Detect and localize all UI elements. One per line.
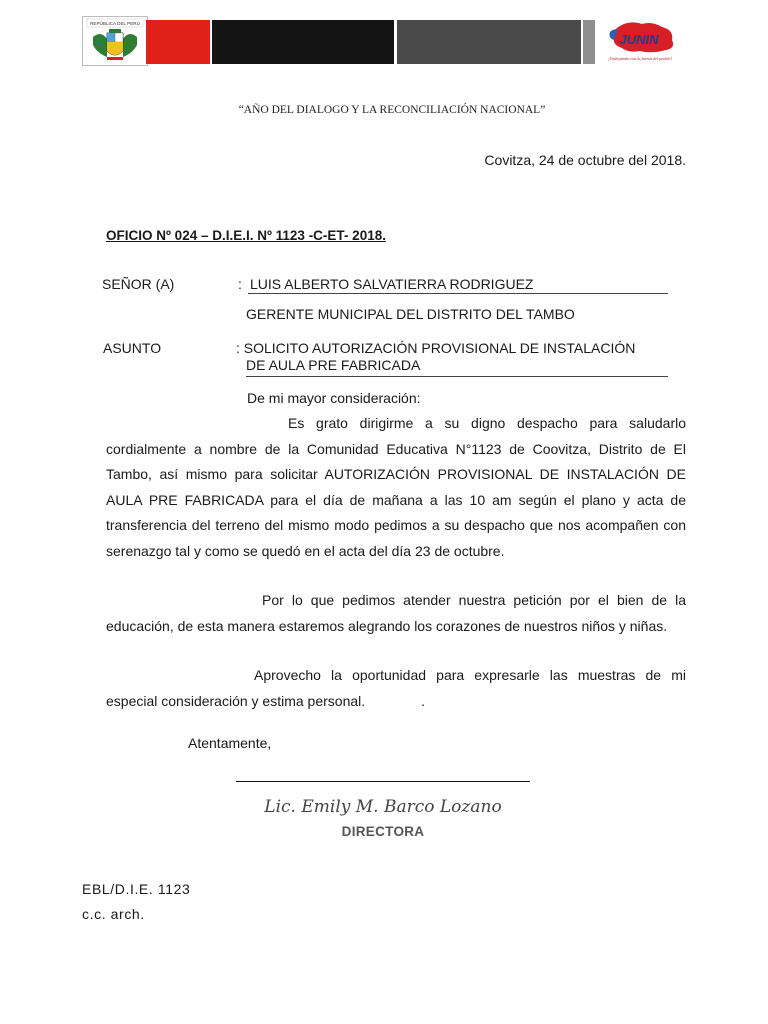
header-black-bar	[212, 20, 394, 64]
header-red-bar	[146, 20, 210, 64]
subject-line-1: : SOLICITO AUTORIZACIÓN PROVISIONAL DE INSTALACIÓN	[236, 340, 636, 356]
recipient-colon: :	[238, 276, 242, 292]
body-paragraph-3	[106, 663, 686, 714]
junin-slogan: ¡Trabajando con la fuerza del pueblo!	[607, 56, 673, 61]
junin-region-logo	[600, 18, 680, 64]
body-paragraph-1	[106, 411, 686, 564]
crest-caption: REPÚBLICA DEL PERÚ	[90, 21, 140, 26]
body-paragraph-3-dot: .	[421, 692, 426, 709]
body-paragraph-2	[106, 588, 686, 639]
date-line: Covitza, 24 de octubre del 2018.	[484, 152, 686, 168]
signatory-role: DIRECTORA	[341, 824, 425, 839]
reference-initials: EBL/D.I.E. 1123	[82, 881, 191, 897]
recipient-name: LUIS ALBERTO SALVATIERRA RODRIGUEZ	[250, 276, 534, 292]
signature-line	[236, 781, 530, 782]
oficio-number: OFICIO Nº 024 – D.I.E.I. Nº 1123 -C-ET- 2018.	[106, 228, 386, 243]
header-dark-gray-bar	[397, 20, 581, 64]
body-paragraph-3-text: Aprovecho la oportunidad para expresarle las muestras de mi especial consideración y estima personal.	[106, 667, 686, 709]
recipient-label: SEÑOR (A)	[102, 276, 175, 292]
header-light-gray-bar	[583, 20, 595, 64]
year-title: “AÑO DEL DIALOGO Y LA RECONCILIACIÓN NACIONAL”	[238, 104, 546, 116]
salutation: De mi mayor consideración:	[247, 390, 421, 406]
subject-label: ASUNTO	[103, 340, 162, 356]
subject-line-2: DE AULA PRE FABRICADA	[246, 357, 421, 373]
recipient-position: GERENTE MUNICIPAL DEL DISTRITO DEL TAMBO	[246, 306, 575, 322]
recipient-name-underline	[248, 293, 668, 294]
peru-crest-logo	[82, 16, 148, 66]
body-paragraph-2-text: Por lo que pedimos atender nuestra petición por el bien de la educación, de esta manera estaremos alegrando los corazones de nuestros niños y niñas.	[106, 592, 686, 634]
signatory-name: Lic. Emily M. Barco Lozano	[264, 797, 502, 817]
subject-underline	[246, 376, 668, 377]
body-paragraph-1-text: Es grato dirigirme a su digno despacho para saludarlo cordialmente a nombre de la Comunidad Educativa N°1123 de Coovitza, Distrito de El Tambo, así mismo para solicitar AUTORIZACIÓN PROVISIONAL DE INSTALACIÓN DE AULA PRE FABRICADA para el día de mañana a las 10 am según el plano y acta de transferencia del terreno del mismo modo pedimos a su despacho que nos acompañen con serenazgo tal y como se quedó en el acta del día 23 de octubre.	[106, 415, 686, 559]
junin-wordmark: JUNIN	[619, 32, 659, 47]
junin-map-icon	[600, 18, 680, 64]
closing: Atentamente,	[188, 735, 272, 751]
peru-coat-of-arms-icon	[83, 17, 147, 65]
reference-copy: c.c. arch.	[82, 906, 145, 922]
